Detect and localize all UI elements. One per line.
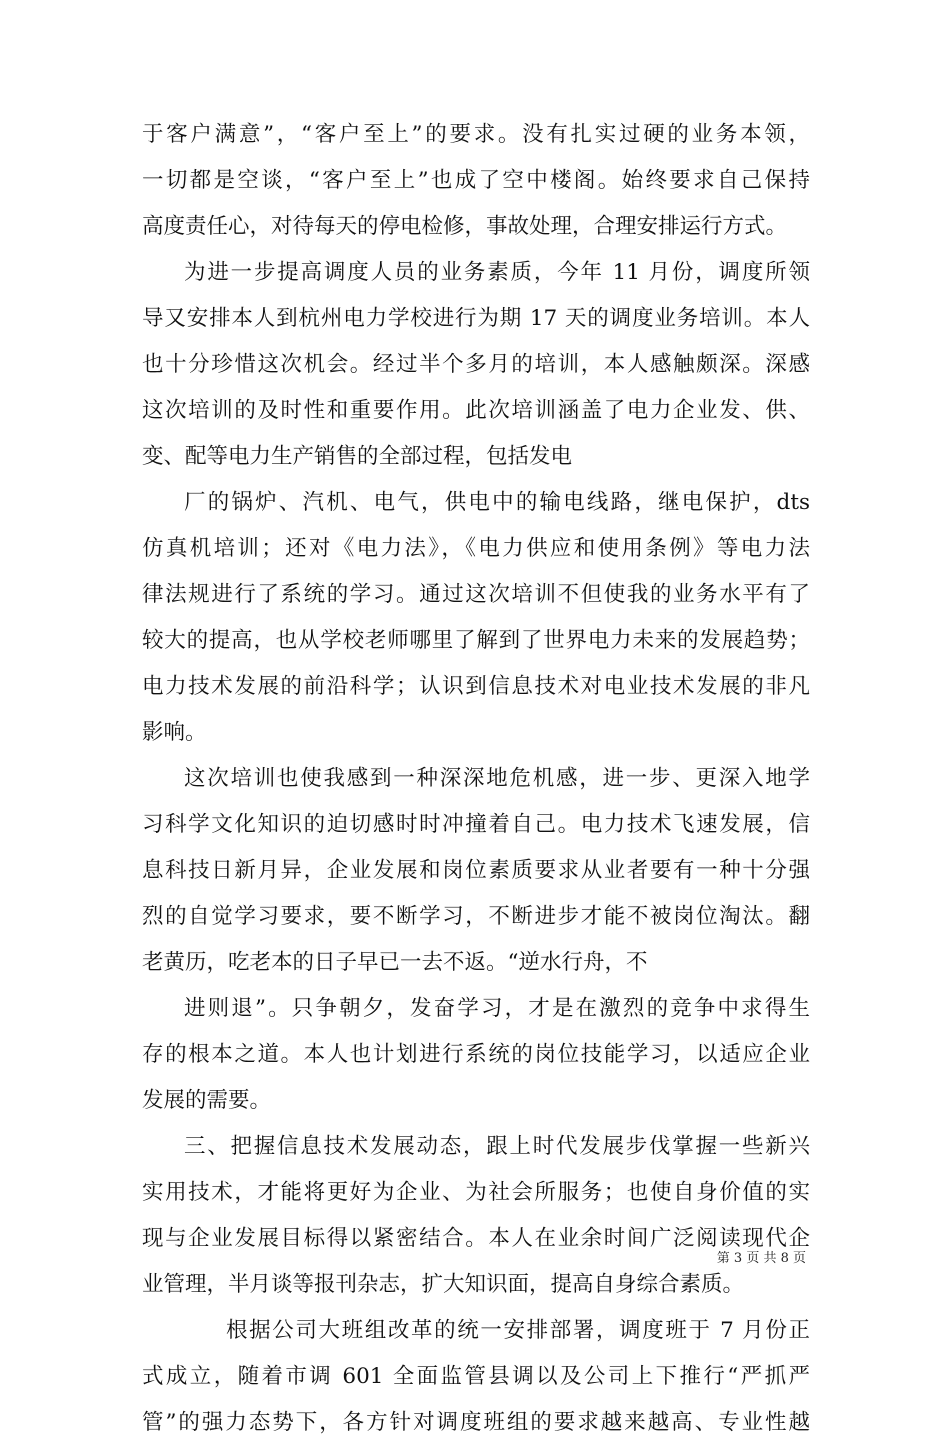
text-line: 存的根本之道。本人也计划进行系统的岗位技能学习，以适应企业 [142,1042,810,1067]
text-line: 业管理，半月谈等报刊杂志，扩大知识面，提高自身综合素质。 [142,1272,745,1297]
text-line: 式成立，随着市调 601 全面监管县调以及公司上下推行“严抓严 [142,1364,810,1389]
text-line: 息科技日新月异，企业发展和岗位素质要求从业者要有一种十分强 [142,858,810,883]
text-line: 这次培训的及时性和重要作用。此次培训涵盖了电力企业发、供、 [142,398,810,423]
text-line: 变、配等电力生产销售的全部过程，包括发电 [142,444,573,469]
page-number: 第 3 页 共 8 页 [716,1251,806,1266]
text-line: 高度责任心，对待每天的停电检修，事故处理，合理安排运行方式。 [142,214,788,239]
text-line: 影响。 [142,720,207,745]
text-line: 较大的提高，也从学校老师哪里了解到了世界电力未来的发展趋势； [142,628,810,653]
text-line: 实用技术，才能将更好为企业、为社会所服务；也使自身价值的实 [142,1180,810,1205]
text-line: 进则退”。只争朝夕，发奋学习，才是在激烈的竞争中求得生 [184,996,810,1021]
text-line: 烈的自觉学习要求，要不断学习，不断进步才能不被岗位淘汰。翻 [142,904,810,929]
text-line: 电力技术发展的前沿科学；认识到信息技术对电业技术发展的非凡 [142,674,810,699]
text-line: 厂的锅炉、汽机、电气，供电中的输电线路，继电保护，dts [184,490,810,515]
text-line: 仿真机培训；还对《电力法》，《电力供应和使用条例》等电力法 [142,536,810,561]
text-line: 于客户满意”，“客户至上”的要求。没有扎实过硬的业务本领， [142,122,810,147]
text-line: 三、把握信息技术发展动态，跟上时代发展步伐掌握一些新兴 [184,1134,810,1159]
text-line: 管”的强力态势下，各方针对调度班组的要求越来越高、专业性越 [142,1410,810,1435]
text-line: 老黄历，吃老本的日子早已一去不返。“逆水行舟，不 [142,950,648,975]
text-line: 导又安排本人到杭州电力学校进行为期 17 天的调度业务培训。本人 [142,306,810,331]
text-line: 也十分珍惜这次机会。经过半个多月的培训，本人感触颇深。深感 [142,352,810,377]
text-line: 一切都是空谈，“客户至上”也成了空中楼阁。始终要求自己保持 [142,168,810,193]
text-line: 习科学文化知识的迫切感时时冲撞着自己。电力技术飞速发展，信 [142,812,810,837]
text-line: 为进一步提高调度人员的业务素质，今年 11 月份，调度所领 [184,260,810,285]
text-line: 律法规进行了系统的学习。通过这次培训不但使我的业务水平有了 [142,582,810,607]
text-line: 这次培训也使我感到一种深深地危机感，进一步、更深入地学 [184,766,810,791]
text-line: 现与企业发展目标得以紧密结合。本人在业余时间广泛阅读现代企 [142,1226,810,1251]
text-line: 发展的需要。 [142,1088,272,1113]
body-text [142,112,810,1446]
text-line: 根据公司大班组改革的统一安排部署，调度班于 7 月份正 [226,1318,810,1343]
